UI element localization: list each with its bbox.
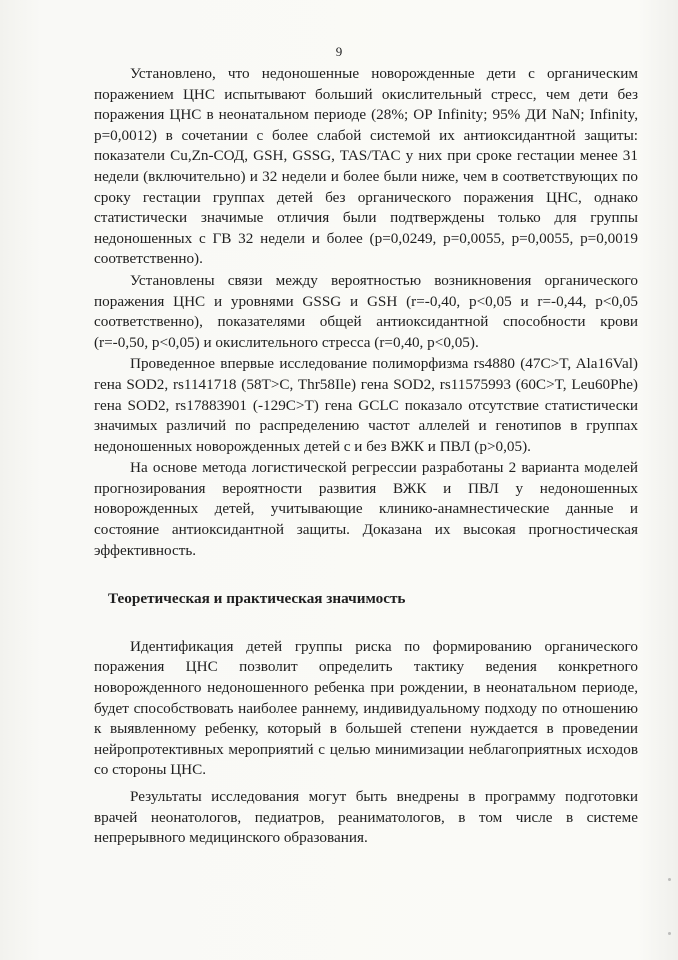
- paragraph-findings-oxidative-stress: Установлено, что недоношенные новорожденные дети с органическим поражением ЦНС испытывают больший окислительный стресс, чем дети без поражения ЦНС в неонатальном периоде (28%; ОР Infinity; 95% ДИ NaN; Infinity, p=0,0012) в сочетании с более слабой системой их антиоксидантной защиты: показатели Cu,Zn-СОД, GSH, GSSG, TAS/TAC у них при сроке гестации менее 31 недели (включительно) и 32 недели и более были ниже, чем в соответствующих по сроку гестации группах детей без органического поражения ЦНС, однако статистически значимые отличия были подтверждены только для группы недоношенных с ГВ 32 недели и более (p=0,0249, p=0,0055, p=0,0055, p=0,0019 соответственно).: [94, 65, 638, 268]
- page-number: 9: [335, 44, 343, 59]
- document-body: [94, 64, 638, 855]
- paragraph-regression-models: На основе метода логистической регрессии разработаны 2 варианта моделей прогнозирования вероятности развития ВЖК и ПВЛ у недоношенных новорожденных детей, учитывающие клинико-анамнестические данные и состояние антиоксидантной защиты. Доказана их высокая прогностическая эффективность.: [94, 459, 638, 559]
- scan-artifact: [668, 878, 671, 881]
- scan-artifact: [668, 932, 671, 935]
- paragraph-correlations: Установлены связи между вероятностью возникновения органического поражения ЦНС и уровнями GSSG и GSH (r=-0,40, p<0,05 и r=-0,44, p<0,05 соответственно), показателями общей антиоксидантной способности крови (r=-0,50, p<0,05) и окислительного стресса (r=0,40, p<0,05).: [94, 271, 638, 351]
- paragraph-polymorphism-study: Проведенное впервые исследование полиморфизма rs4880 (47C>T, Ala16Val) гена SOD2, rs1141718 (58T>C, Thr58Ile) гена SOD2, rs11575993 (60C>T, Leu60Phe) гена SOD2, rs17883901 (-129C>T) гена GCLC показало отсутствие статистически значимых различий по распределению частот аллелей и генотипов в группах недоношенных новорожденных детей с и без ВЖК и ПВЛ (p>0,05).: [94, 355, 638, 455]
- paragraph-implementation: Результаты исследования могут быть внедрены в программу подготовки врачей неонатологов, педиатров, реаниматологов, в том числе в системе непрерывного медицинского образования.: [94, 788, 638, 847]
- section-heading: Теоретическая и практическая значимость: [108, 590, 406, 608]
- paragraph-risk-identification: Идентификация детей группы риска по формированию органического поражения ЦНС позволит определить тактику ведения конкретного новорожденного недоношенного ребенка при рождении, в неонатальном периоде, будет способствовать наиболее раннему, индивидуальному подходу по отношению к выявленному ребенку, который в большей степени нуждается в проведении нейропротективных мероприятий с целью минимизации неблагоприятных исходов со стороны ЦНС.: [94, 637, 638, 779]
